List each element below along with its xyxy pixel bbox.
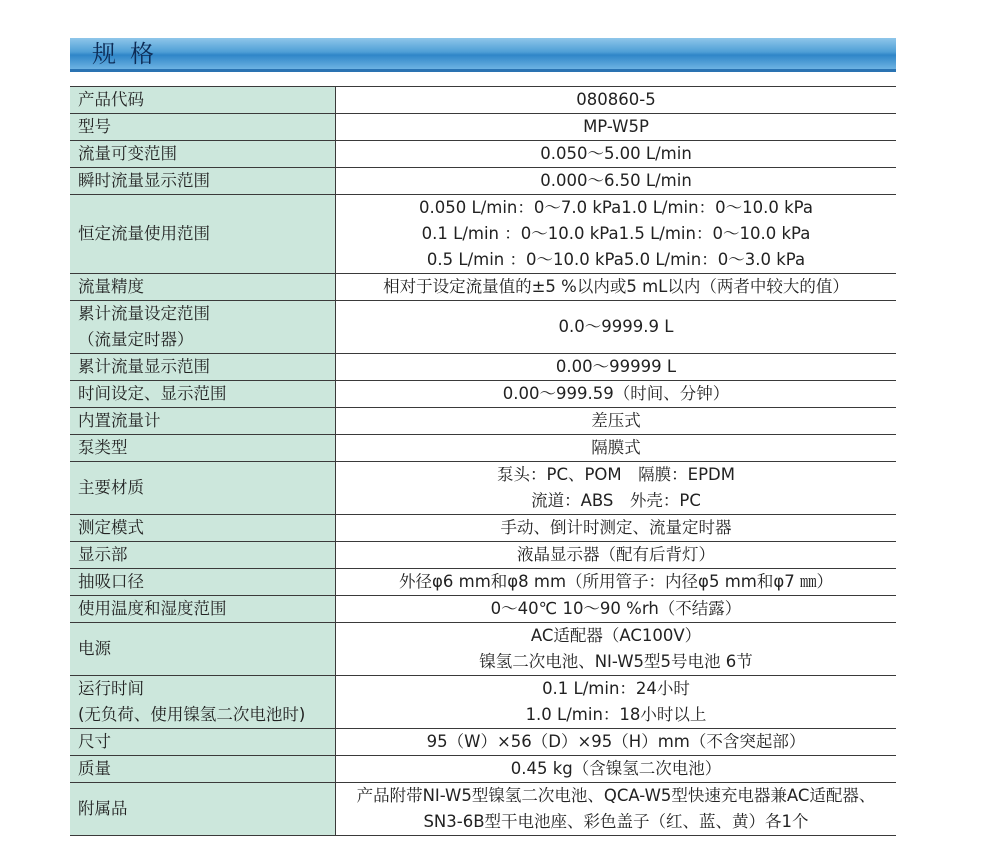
spec-value — [336, 783, 897, 836]
spec-label — [70, 756, 336, 783]
spec-label — [70, 542, 336, 569]
spec-row — [70, 87, 896, 114]
spec-value-line: 流道：ABS 外壳：PC — [531, 491, 701, 510]
spec-value-line: 隔膜式 — [591, 438, 641, 457]
spec-row — [70, 756, 896, 783]
spec-row — [70, 114, 896, 141]
spec-value — [336, 408, 897, 435]
spec-value-line: 0.00～99999 L — [555, 357, 677, 376]
spec-label — [70, 783, 336, 836]
spec-value — [336, 87, 897, 114]
spec-row — [70, 623, 896, 676]
spec-value — [336, 515, 897, 542]
spec-value — [336, 381, 897, 408]
spec-value-line: 差压式 — [591, 411, 641, 430]
spec-value-line: 95（W）×56（D）×95（H）mm（不含突起部） — [426, 732, 806, 751]
spec-value-line: 0.00～999.59（时间、分钟） — [502, 384, 730, 403]
spec-value — [336, 756, 897, 783]
spec-value — [336, 542, 897, 569]
spec-label-line: （流量定时器） — [78, 330, 194, 349]
spec-value-line: 产品附带NI-W5型镍氢二次电池、QCA-W5型快速充电器兼AC适配器、 — [356, 786, 876, 805]
spec-value-line: 080860-5 — [576, 90, 656, 109]
spec-label — [70, 729, 336, 756]
spec-row — [70, 542, 896, 569]
spec-value-line: 0.1 L/min：24小时 — [542, 679, 690, 698]
spec-label-line: 累计流量设定范围 — [78, 304, 210, 323]
spec-value-line: 泵头：PC、POM 隔膜：EPDM — [497, 465, 735, 484]
spec-label-line: 型号 — [78, 117, 111, 136]
spec-label — [70, 381, 336, 408]
spec-label-line: 显示部 — [78, 545, 128, 564]
spec-value-line: 镍氢二次电池、NI-W5型5号电池 6节 — [479, 652, 753, 671]
spec-label-line: 瞬时流量显示范围 — [78, 171, 210, 190]
spec-value — [336, 729, 897, 756]
spec-value-line: 0.45 kg（含镍氢二次电池） — [510, 759, 722, 778]
spec-label-line: 抽吸口径 — [78, 572, 144, 591]
spec-label — [70, 408, 336, 435]
spec-label — [70, 274, 336, 301]
spec-row — [70, 141, 896, 168]
spec-label-line: 主要材质 — [78, 478, 144, 497]
spec-table — [70, 86, 896, 836]
spec-row — [70, 274, 896, 301]
spec-row — [70, 515, 896, 542]
spec-label — [70, 87, 336, 114]
spec-label-line: 泵类型 — [78, 438, 128, 457]
spec-row — [70, 195, 896, 274]
spec-value-line: 1.0 L/min：18小时以上 — [525, 705, 707, 724]
spec-label-line: 内置流量计 — [78, 411, 161, 430]
spec-value — [336, 569, 897, 596]
spec-value — [336, 435, 897, 462]
spec-label — [70, 114, 336, 141]
spec-label-line: 时间设定、显示范围 — [78, 384, 227, 403]
spec-label — [70, 301, 336, 354]
spec-value — [336, 676, 897, 729]
spec-value-line: 0.050～5.00 L/min — [540, 144, 692, 163]
spec-value-line: 0.000～6.50 L/min — [540, 171, 692, 190]
spec-label-line: 电源 — [78, 639, 111, 658]
spec-value-line: 液晶显示器（配有后背灯） — [517, 545, 715, 564]
spec-row — [70, 301, 896, 354]
spec-value — [336, 141, 897, 168]
spec-label-line: 运行时间 — [78, 679, 144, 698]
spec-value-line: SN3-6B型干电池座、彩色盖子（红、蓝、黄）各1个 — [423, 812, 809, 831]
spec-label-line: 附属品 — [78, 799, 128, 818]
spec-value — [336, 462, 897, 515]
spec-row — [70, 729, 896, 756]
spec-label-line: 质量 — [78, 759, 111, 778]
spec-value — [336, 301, 897, 354]
spec-row — [70, 783, 896, 836]
spec-label — [70, 676, 336, 729]
spec-label — [70, 623, 336, 676]
spec-value-line: 外径φ6 mm和φ8 mm（所用管子：内径φ5 mm和φ7 ㎜） — [399, 572, 833, 591]
spec-row — [70, 596, 896, 623]
spec-label-line: 使用温度和湿度范围 — [78, 599, 227, 618]
spec-value-line: MP-W5P — [583, 117, 649, 136]
spec-label — [70, 168, 336, 195]
spec-label — [70, 515, 336, 542]
spec-value — [336, 623, 897, 676]
spec-value-line: 0.0～9999.9 L — [558, 317, 674, 336]
spec-row — [70, 168, 896, 195]
spec-value — [336, 354, 897, 381]
spec-row — [70, 354, 896, 381]
spec-value-line: 0.1 L/min ：0～10.0 kPa1.5 L/min：0～10.0 kPa — [421, 224, 811, 243]
spec-row — [70, 381, 896, 408]
spec-label — [70, 435, 336, 462]
spec-value — [336, 596, 897, 623]
spec-value-line: 0.050 L/min：0～7.0 kPa1.0 L/min：0～10.0 kPa — [419, 198, 813, 217]
spec-row — [70, 569, 896, 596]
spec-value — [336, 114, 897, 141]
spec-row — [70, 462, 896, 515]
spec-row — [70, 435, 896, 462]
spec-label — [70, 354, 336, 381]
spec-label — [70, 141, 336, 168]
section-banner — [70, 38, 896, 72]
spec-label-line: (无负荷、使用镍氢二次电池时) — [78, 705, 306, 724]
spec-value — [336, 168, 897, 195]
spec-table-body — [70, 87, 896, 836]
spec-value-line: AC适配器（AC100V） — [530, 626, 702, 645]
spec-label — [70, 462, 336, 515]
spec-label — [70, 195, 336, 274]
spec-label — [70, 596, 336, 623]
spec-label-line: 累计流量显示范围 — [78, 357, 210, 376]
spec-label-line: 流量可变范围 — [78, 144, 177, 163]
spec-value — [336, 274, 897, 301]
spec-label-line: 恒定流量使用范围 — [78, 224, 210, 243]
spec-row — [70, 408, 896, 435]
spec-value-line: 手动、倒计时测定、流量定时器 — [500, 518, 732, 537]
spec-value-line: 相对于设定流量值的±5 %以内或5 mL以内（两者中较大的值） — [383, 277, 849, 296]
spec-label-line: 尺寸 — [78, 732, 111, 751]
spec-label-line: 流量精度 — [78, 277, 144, 296]
spec-value — [336, 195, 897, 274]
spec-row — [70, 676, 896, 729]
section-title: 规格 — [92, 40, 168, 68]
spec-label-line: 测定模式 — [78, 518, 144, 537]
spec-label — [70, 569, 336, 596]
spec-label-line: 产品代码 — [78, 90, 144, 109]
spec-value-line: 0.5 L/min ：0～10.0 kPa5.0 L/min：0～3.0 kPa — [426, 250, 806, 269]
spec-value-line: 0～40℃ 10～90 %rh（不结露） — [490, 599, 742, 618]
